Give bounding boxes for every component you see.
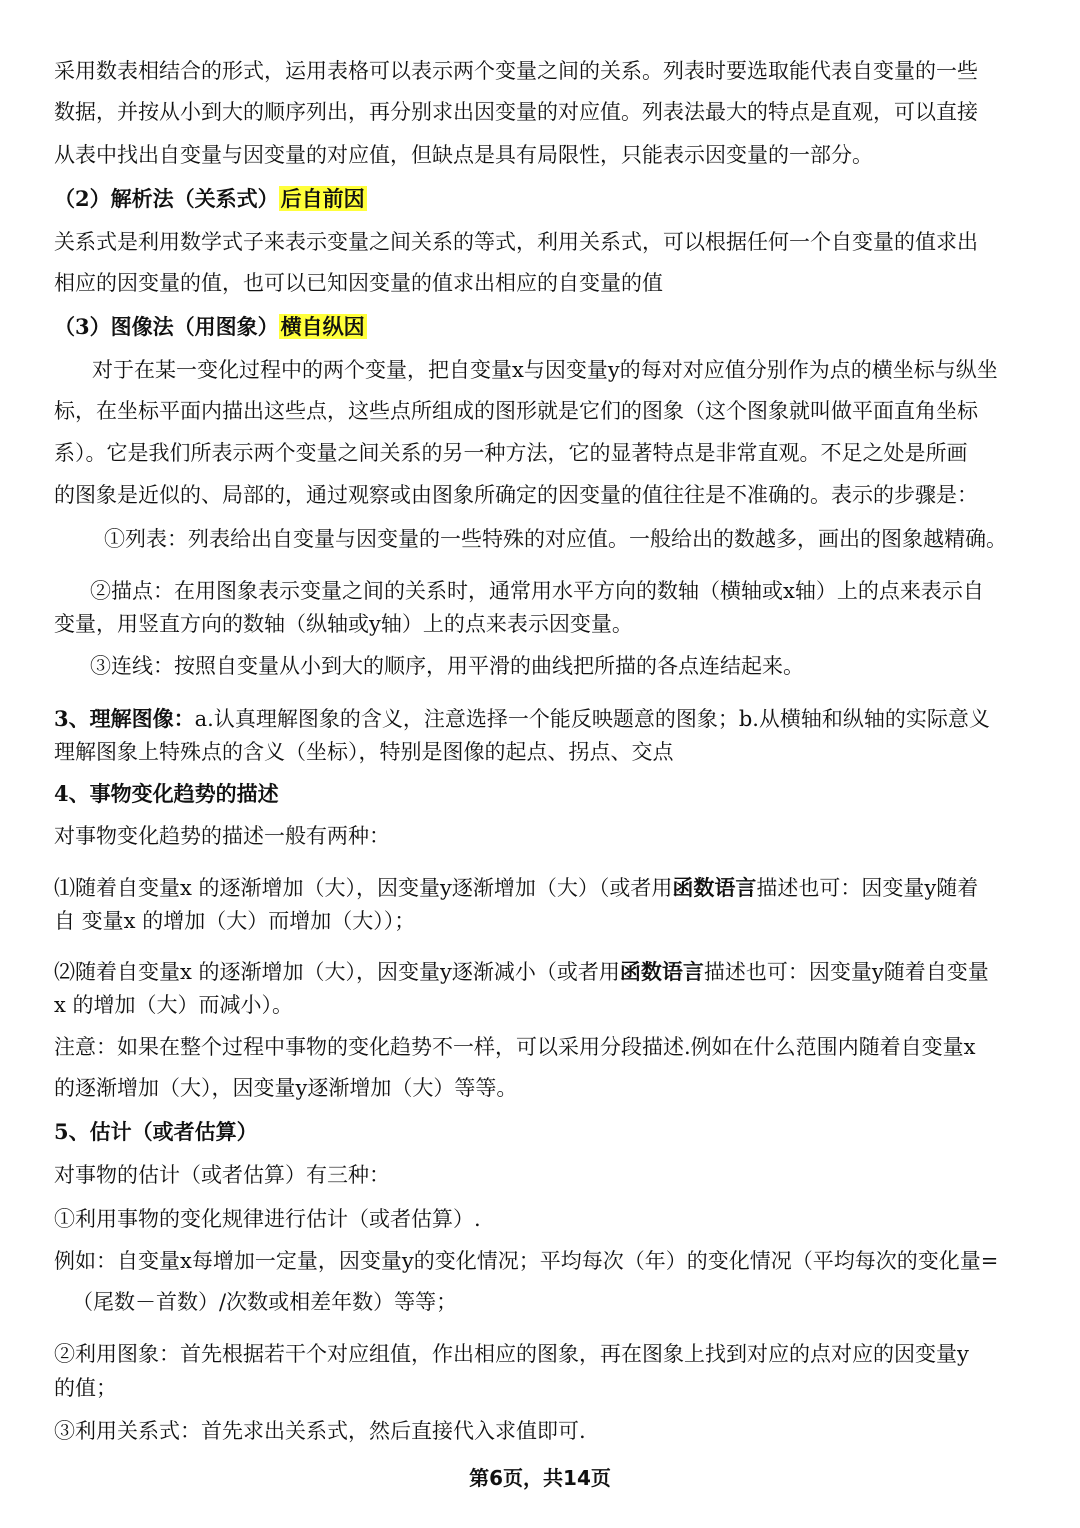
section-4-title: 4、事物变化趋势的描述 <box>54 781 279 806</box>
example-line: （尾数－首数）/次数或相差年数）等等； <box>72 1290 458 1314</box>
heading-label: （2）解析法（关系式） <box>54 186 279 211</box>
paragraph-line: 对事物的估计（或者估算）有三种： <box>54 1163 390 1187</box>
step-plot: ②描点：在用图象表示变量之间的关系时，通常用水平方向的数轴（横轴或x轴）上的点来表示自 <box>90 579 984 603</box>
heading-graph-method <box>54 312 1040 342</box>
note-line: 的逐渐增加（大），因变量y逐渐增加（大）等等。 <box>54 1076 518 1100</box>
example-line: 例如：自变量x每增加一定量，因变量y的变化情况；平均每次（年）的变化情况（平均每次的变化量= <box>54 1249 999 1273</box>
step-connect: ③连线：按照自变量从小到大的顺序，用平滑的曲线把所描的各点连结起来。 <box>90 654 804 678</box>
paragraph-line: 采用数表相结合的形式，运用表格可以表示两个变量之间的关系。列表时要选取能代表自变量的一些 <box>54 59 978 83</box>
paragraph-line: 对于在某一变化过程中的两个变量，把自变量x与因变量y的每对对应值分别作为点的横坐标与纵坐 <box>92 358 998 382</box>
heading-analytic-method <box>54 184 1040 214</box>
highlight-mnemonic: 横自纵因 <box>280 314 365 339</box>
paragraph-line: 从表中找出自变量与因变量的对应值，但缺点是具有局限性，只能表示因变量的一部分。 <box>54 143 873 167</box>
method-1: ①利用事物的变化规律进行估计（或者估算）. <box>54 1207 481 1231</box>
method-2: ②利用图象：首先根据若干个对应组值，作出相应的图象，再在图象上找到对应的点对应的因变量y <box>54 1342 969 1366</box>
paragraph-line: 对事物变化趋势的描述一般有两种： <box>54 824 390 848</box>
paragraph-line: 标，在坐标平面内描出这些点，这些点所组成的图形就是它们的图象（这个图象就叫做平面直角坐标 <box>54 399 978 423</box>
paragraph-line: 的图象是近似的、局部的，通过观察或由图象所确定的因变量的值往往是不准确的。表示的步骤是： <box>54 483 978 507</box>
section-title: 3、理解图像： <box>54 706 195 731</box>
highlight-mnemonic: 后自前因 <box>280 186 365 211</box>
page-number: 第6页，共14页 <box>469 1466 611 1490</box>
paragraph-line: 关系式是利用数学式子来表示变量之间关系的等式，利用关系式，可以根据任何一个自变量的值求出 <box>54 230 978 254</box>
method-2: 的值； <box>54 1376 117 1400</box>
method-3: ③利用关系式：首先求出关系式，然后直接代入求值即可. <box>54 1419 586 1443</box>
section-5-title: 5、估计（或者估算） <box>54 1119 258 1144</box>
section-text: a.认真理解图象的含义，注意选择一个能反映题意的图象；b.从横轴和纵轴的实际意义 <box>194 707 990 731</box>
trend-item-2 <box>54 957 1040 987</box>
paragraph-line: 相应的因变量的值，也可以已知因变量的值求出相应的自变量的值 <box>54 271 663 295</box>
trend-item-1 <box>54 873 1040 903</box>
note-line: 注意：如果在整个过程中事物的变化趋势不一样，可以采用分段描述.例如在什么范围内随着自变量x <box>54 1035 976 1059</box>
heading-label: （3）图像法（用图象） <box>54 314 279 339</box>
step-list: ①列表：列表给出自变量与因变量的一些特殊的对应值。一般给出的数越多，画出的图象越精确。 <box>104 527 1007 551</box>
section-3-line <box>54 704 1040 734</box>
item-text: 描述也可：因变量y随着自变量 <box>703 960 989 984</box>
item-bold-text: 函数语言 <box>619 959 704 984</box>
item-text: ⑴随着自变量x 的逐渐增加（大），因变量y逐渐增加（大）（或者用 <box>54 876 673 900</box>
paragraph-line: 数据，并按从小到大的顺序列出，再分别求出因变量的对应值。列表法最大的特点是直观，可以直接 <box>54 100 978 124</box>
paragraph-line: 理解图象上特殊点的含义（坐标），特别是图像的起点、拐点、交点 <box>54 740 674 764</box>
paragraph-line: 自 变量x 的增加（大）而增加（大））； <box>54 909 416 933</box>
item-text: 描述也可：因变量y随着 <box>756 876 979 900</box>
step-plot: 变量，用竖直方向的数轴（纵轴或y轴）上的点来表示因变量。 <box>54 612 633 636</box>
paragraph-line: x 的增加（大）而减小）。 <box>54 993 294 1017</box>
item-bold-text: 函数语言 <box>672 875 757 900</box>
item-text: ⑵随着自变量x 的逐渐增加（大），因变量y逐渐减小（或者用 <box>54 960 620 984</box>
paragraph-line: 系）。它是我们所表示两个变量之间关系的另一种方法，它的显著特点是非常直观。不足之处是所画 <box>54 441 968 465</box>
